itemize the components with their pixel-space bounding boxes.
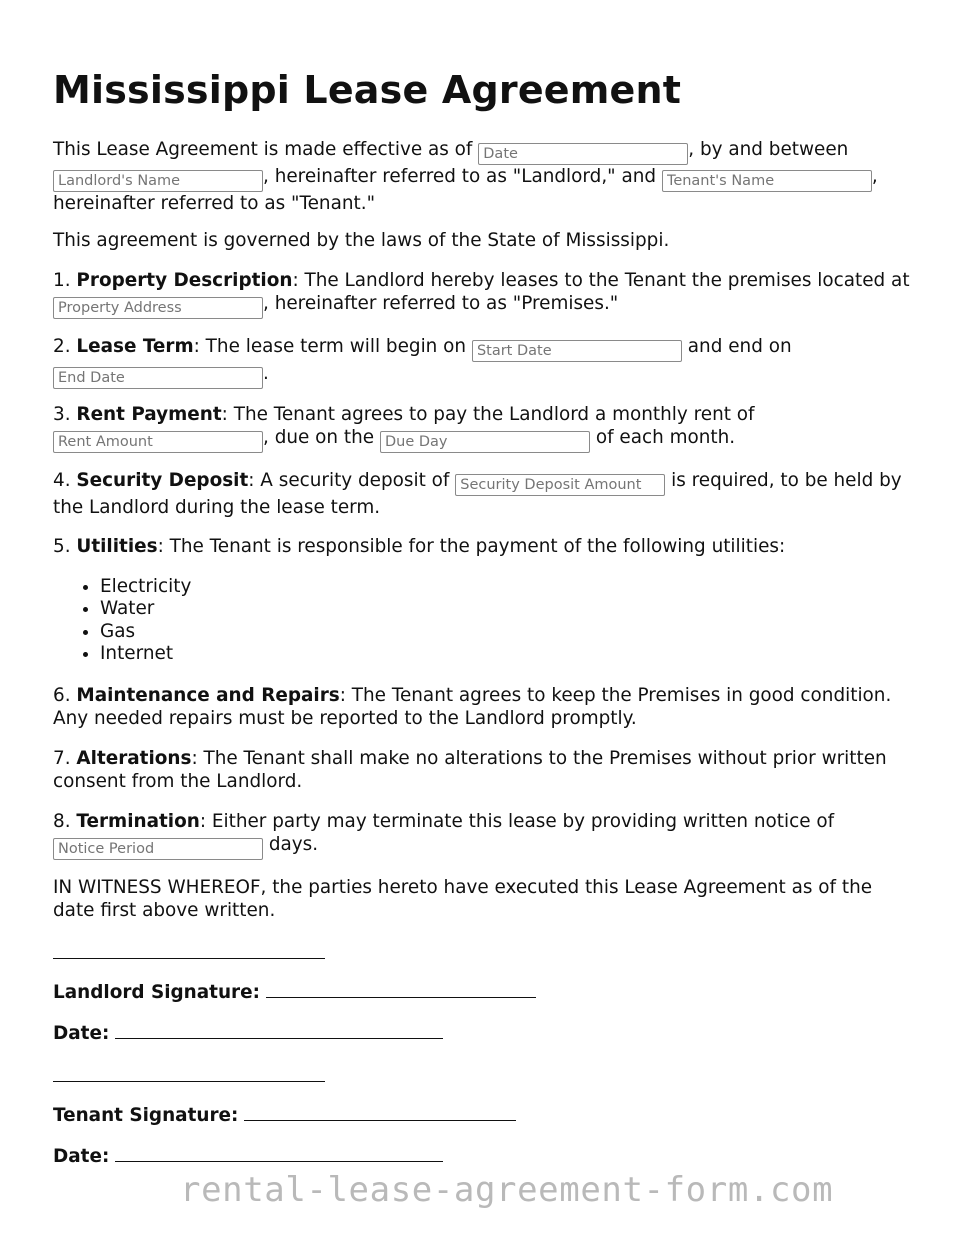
security-deposit-input[interactable] <box>455 474 665 496</box>
tenant-signature-field[interactable] <box>244 1104 516 1121</box>
section-rent-payment: 3. Rent Payment: The Tenant agrees to pay the Landlord a monthly rent of Rent Amount, due on the Due Day of each month. <box>53 403 913 453</box>
landlord-signature-row <box>53 981 536 1004</box>
section-alterations: 7. Alterations: The Tenant shall make no alterations to the Premises without prior written consent from the Landlord. <box>53 748 887 792</box>
section-maintenance: 6. Maintenance and Repairs: The Tenant agrees to keep the Premises in good condition. Any needed repairs must be reported to the Landlord promptly. <box>53 685 892 729</box>
notice-period-input[interactable] <box>53 838 263 860</box>
section-heading: Maintenance and Repairs <box>76 685 340 706</box>
tenant-signature-row <box>53 1104 516 1127</box>
effective-date-input[interactable] <box>478 143 688 165</box>
tenant-signature-line[interactable] <box>53 1065 325 1088</box>
landlord-signature-field[interactable] <box>266 981 536 998</box>
utilities-list <box>53 576 191 666</box>
list-item: • Internet <box>100 643 191 665</box>
section-heading: Termination <box>76 811 200 832</box>
witness-paragraph: IN WITNESS WHEREOF, the parties hereto have executed this Lease Agreement as of the date first above written. <box>53 877 873 921</box>
section-heading: Utilities <box>76 536 158 557</box>
due-day-input[interactable] <box>380 431 590 453</box>
landlord-name-input[interactable] <box>53 170 263 192</box>
landlord-date-field[interactable] <box>115 1022 443 1039</box>
tenant-name-input[interactable] <box>662 170 872 192</box>
landlord-date-row <box>53 1022 443 1045</box>
list-item: • Gas <box>100 621 191 643</box>
rent-amount-input[interactable] <box>53 431 263 453</box>
landlord-date-label: Date: <box>53 1023 110 1044</box>
tenant-date-label: Date: <box>53 1146 110 1167</box>
end-date-input[interactable] <box>53 367 263 389</box>
section-lease-term: 2. Lease Term: The lease term will begin on Start Date and end on End Date. <box>53 335 913 389</box>
section-heading: Property Description <box>76 270 293 291</box>
section-heading: Security Deposit <box>76 470 249 491</box>
tenant-date-row <box>53 1145 443 1168</box>
governing-law-paragraph: This agreement is governed by the laws of the State of Mississippi. <box>53 230 670 251</box>
landlord-signature-line[interactable] <box>53 942 325 965</box>
page-title: Mississippi Lease Agreement <box>53 68 682 112</box>
section-security-deposit: 4. Security Deposit: A security deposit of Security Deposit Amount is required, to be held by the Landlord during the lease term. <box>53 469 913 519</box>
list-item: • Water <box>100 598 191 620</box>
section-termination: 8. Termination: Either party may terminate this lease by providing written notice of Notice Period days. <box>53 810 913 860</box>
tenant-signature-label: Tenant Signature: <box>53 1105 239 1126</box>
intro-paragraph: This Lease Agreement is made effective as of Date , by and between Landlord's Name, hereinafter referred to as "Landlord," and Tenant's Name , hereinafter referred to as "Tenant." <box>53 138 913 215</box>
watermark: rental-lease-agreement-form.com <box>180 1170 834 1210</box>
property-address-input[interactable] <box>53 297 263 319</box>
section-property-description: 1. Property Description: The Landlord hereby leases to the Tenant the premises located at Property Address, hereinafter referred to as "Premises." <box>53 269 913 319</box>
landlord-signature-label: Landlord Signature: <box>53 982 260 1003</box>
section-heading: Alterations <box>76 748 192 769</box>
section-heading: Rent Payment <box>76 404 222 425</box>
start-date-input[interactable] <box>472 340 682 362</box>
list-item: • Electricity <box>100 576 191 598</box>
section-utilities: 5. Utilities: The Tenant is responsible for the payment of the following utilities: <box>53 536 786 557</box>
tenant-date-field[interactable] <box>115 1145 443 1162</box>
section-heading: Lease Term <box>76 336 194 357</box>
